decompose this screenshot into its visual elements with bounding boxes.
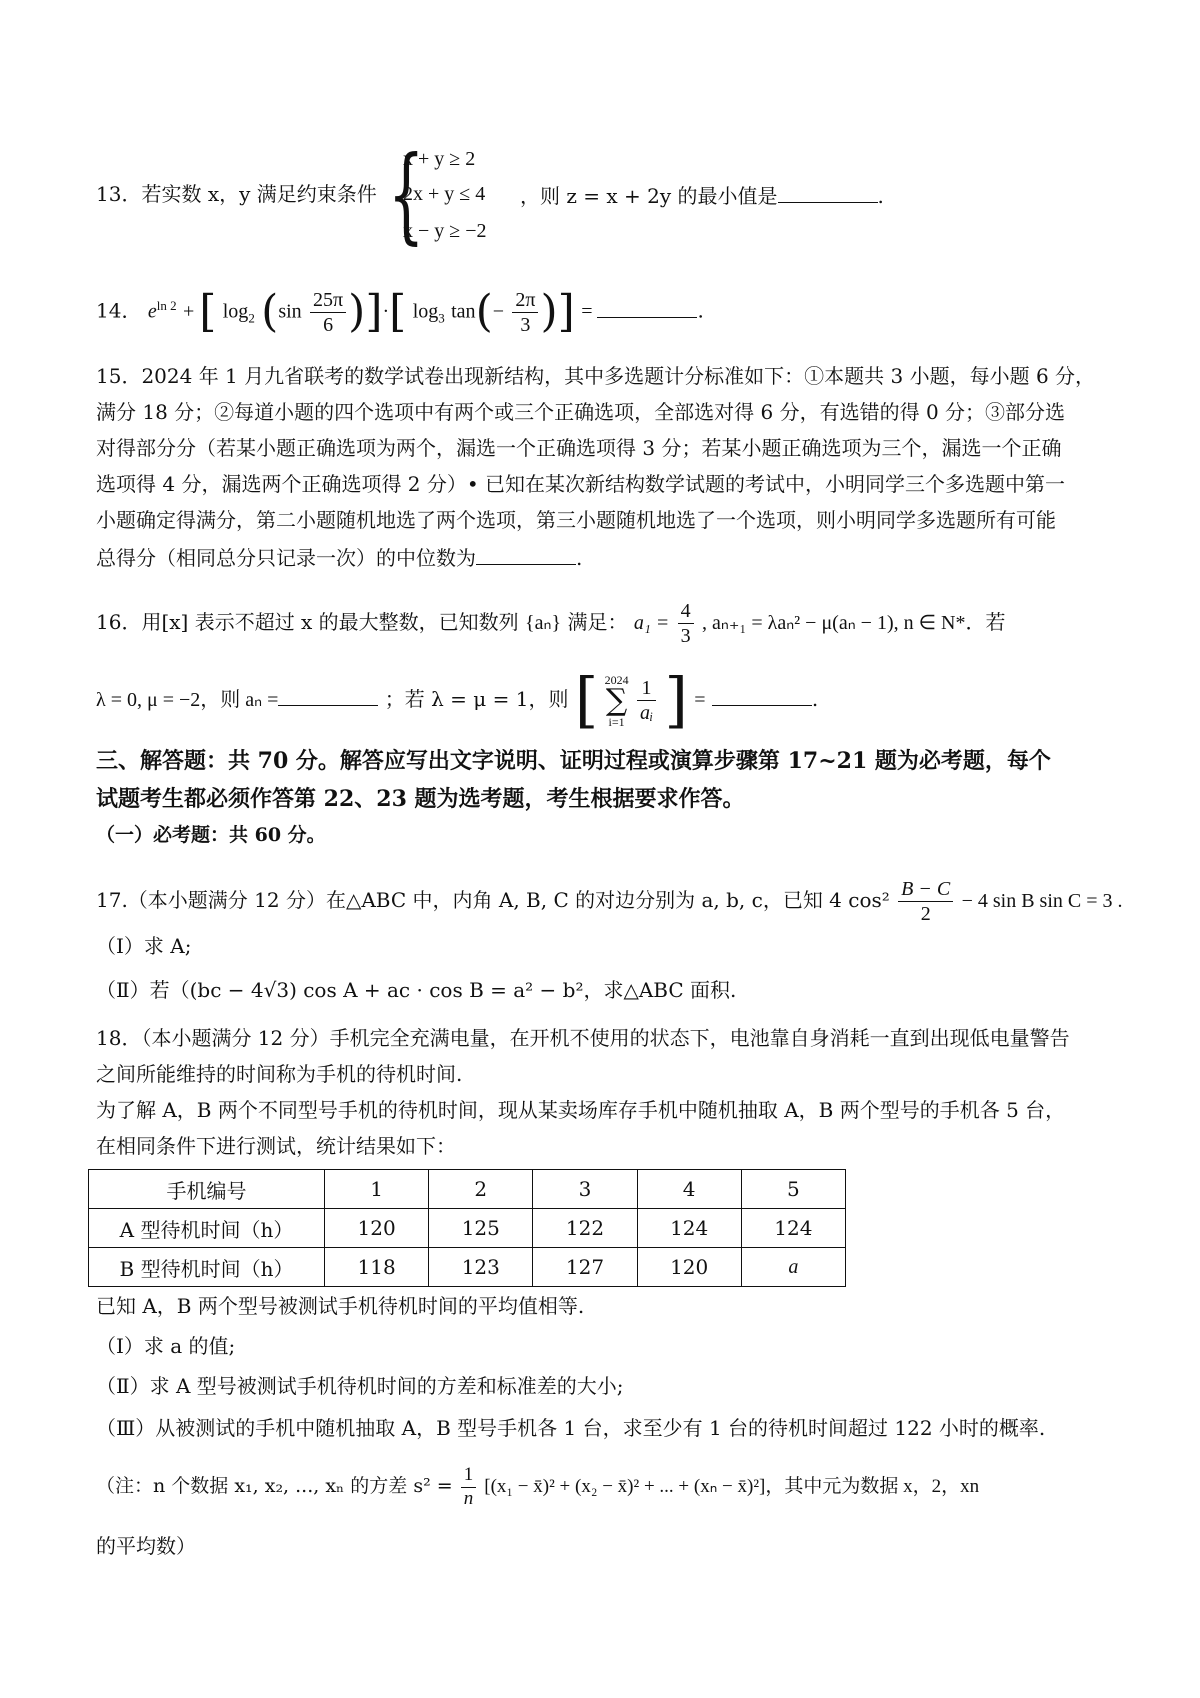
q13-answer-blank[interactable] [778, 184, 878, 203]
q16-recurrence: , aₙ₊₁ = λaₙ² − μ(aₙ − 1), n ∈ N*．若 [701, 612, 1006, 634]
q16-line-1: 16．用[x] 表示不超过 x 的最大整数，已知数列 {aₙ} 满足： a₁ = $\frac{4}{3}$ , aₙ₊₁ = λaₙ² − μ(aₙ − 1), n ∈ N*．若 [96, 600, 1006, 647]
table-cell: 120 [637, 1248, 741, 1287]
q16-answer-blank-1[interactable] [278, 687, 378, 706]
q16-sequence: {aₙ} [525, 612, 562, 634]
q16-case-1: λ = 0, μ = −2，则 aₙ = [96, 689, 279, 711]
q18-note-fraction: $\frac{1}{n}$ [461, 1464, 477, 1511]
q14-log3-base: 3 [438, 310, 445, 326]
q16-prefix: 16．用[x] 表示不超过 x 的最大整数，已知数列 [96, 610, 519, 634]
q15-line-1: 15．2024 年 1 月九省联考的数学试卷出现新结构，其中多选题计分标准如下：①本题共 3 小题，每小题 6 分， [96, 364, 1096, 388]
table-cell: B 型待机时间（h） [89, 1248, 325, 1287]
standby-time-table [88, 1169, 846, 1287]
q13-end: . [877, 184, 884, 208]
q18-note: （注：n 个数据 x₁, x₂, ..., xₙ 的方差 s² = $\frac{1}{n}$ [(x₁ − x̄)² + (x₂ − x̄)² + ... + (xₙ − x̄)²]，其中元为数据 x，2，xn [96, 1463, 980, 1509]
q18-line-4: 在相同条件下进行测试，统计结果如下： [96, 1134, 456, 1158]
q13-constraint-3: x − y ≥ −2 [403, 220, 487, 242]
table-header-cell: 4 [637, 1170, 741, 1209]
q17-line-1: 17.（本小题满分 12 分）在△ABC 中，内角 A, B, C 的对边分别为 a, b, c，已知 4 cos² $\frac{B - C}{2}$ − 4 sin B sin C = 3 . [96, 878, 1123, 925]
q13-mid: x，y 满足约束条件 [207, 182, 377, 206]
q15-line-4: 选项得 4 分，漏选两个正确选项得 2 分）• 已知在某次新结构数学试题的考试中，小明同学三个多选题中第一 [96, 472, 1066, 496]
q13-line-tail [520, 184, 884, 206]
table-header-cell: 2 [429, 1170, 533, 1209]
table-header-cell: 5 [741, 1170, 845, 1209]
q18-part-2: （Ⅱ）求 A 型号被测试手机待机时间的方差和标准差的大小; [96, 1374, 624, 1398]
q18-line-1: 18．（本小题满分 12 分）手机完全充满电量，在开机不使用的状态下，电池靠自身消耗一直到出现低电量警告 [96, 1026, 1070, 1050]
q15-line-2: 满分 18 分；②每道小题的四个选项中有两个或三个正确选项，全部选对得 6 分，有选错的得 0 分；③部分选 [96, 400, 1066, 424]
table-cell: 125 [429, 1209, 533, 1248]
table-cell: 123 [429, 1248, 533, 1287]
q14-log3: log [412, 300, 439, 323]
q18-part-1: （I）求 a 的值; [96, 1334, 236, 1358]
table-cell: 118 [325, 1248, 429, 1287]
q13-line [96, 184, 377, 204]
q15-line-6: 总得分（相同总分只记录一次）的中位数为 . [96, 546, 583, 570]
q16-a1: a₁ = [633, 612, 670, 634]
table-cell: 124 [741, 1209, 845, 1248]
q14-exponent: ln 2 [156, 298, 177, 313]
q15-line-5: 小题确定得满分，第二小题随机地选了两个选项，第三小题随机地选了一个选项，则小明同学多选题所有可能 [96, 508, 1056, 532]
q14-log2-base: 2 [248, 310, 255, 326]
q14-fraction-2: $\frac{2\pi}{3}$ [512, 288, 538, 337]
table-cell: 122 [533, 1209, 637, 1248]
table-header-cell: 手机编号 [89, 1170, 325, 1209]
table-header-row [89, 1170, 846, 1209]
q16-case-2: ；若 λ = μ = 1，则 [384, 687, 569, 711]
system-brace: { [388, 133, 425, 255]
q14-log2: log [222, 300, 249, 323]
q16-a1-fraction: $\frac{4}{3}$ [678, 599, 694, 648]
table-row [89, 1209, 846, 1248]
q13-suffix: ，则 z = x + 2y 的最小值是 [520, 184, 778, 208]
table-cell: A 型待机时间（h） [89, 1209, 325, 1248]
q17-part-1: （I）求 A; [96, 934, 192, 958]
q14-sin: sin [278, 300, 302, 323]
table-cell: a [741, 1248, 845, 1287]
q18-note-end: 的平均数） [96, 1534, 196, 1558]
table-row [89, 1248, 846, 1287]
q18-line-5: 已知 A，B 两个型号被测试手机待机时间的平均值相等. [96, 1294, 585, 1318]
table-cell: 127 [533, 1248, 637, 1287]
q18-line-3: 为了解 A，B 两个不同型号手机的待机时间，现从某卖场库存手机中随机抽取 A，B 两个型号的手机各 5 台， [96, 1098, 1066, 1122]
section-3-subheading: （一）必考题：共 60 分。 [96, 824, 326, 846]
q16-line-2: λ = 0, μ = −2，则 aₙ = ；若 λ = μ = 1，则 [ 2024 ∑ i=1 $\frac{1}{\text{aᵢ}}$ ] = . [96, 665, 819, 736]
q13-constraint-1: x + y ≥ 2 [403, 148, 476, 170]
q16-sum: 2024 ∑ i=1 [604, 672, 629, 729]
q17-fraction: $\frac{B - C}{2}$ [898, 877, 953, 926]
q14-prefix: 14． [96, 298, 142, 323]
q13-constraint-2: 2x + y ≤ 4 [403, 183, 486, 205]
q17-part-2: （Ⅱ）若（(bc − 4√3) cos A + ac · cos B = a² − b²，求△ABC 面积. [96, 978, 737, 1002]
table-cell: 120 [325, 1209, 429, 1248]
table-cell: 124 [637, 1209, 741, 1248]
q16-answer-blank-2[interactable] [712, 687, 812, 706]
q14-answer-blank[interactable] [597, 299, 697, 318]
q14-fraction-1: $\frac{25\pi}{6}$ [310, 288, 346, 337]
q18-line-2: 之间所能维持的时间称为手机的待机时间. [96, 1062, 463, 1086]
q13-prefix: 13．若实数 [96, 182, 208, 206]
q14-tan: tan [451, 300, 476, 323]
q15-line-3: 对得部分分（若某小题正确选项为两个，漏选一个正确选项得 3 分；若某小题正确选项为三个，漏选一个正确 [96, 436, 1062, 460]
q18-part-3: （Ⅲ）从被测试的手机中随机抽取 A，B 型号手机各 1 台，求至少有 1 台的待机时间超过 122 小时的概率. [96, 1416, 1046, 1440]
q15-answer-blank[interactable] [476, 546, 576, 565]
q16-sum-fraction: $\frac{1}{\text{aᵢ}}$ [637, 676, 656, 725]
table-header-cell: 3 [533, 1170, 637, 1209]
q14-line: 14． $e^{ln 2}$ + [ $\log_2 (\sin$ $\frac{25\pi}{6}$ )]·[ $\log_3 \tan(-$ $\frac{2\pi}{3}$ )] = . [96, 286, 704, 338]
table-header-cell: 1 [325, 1170, 429, 1209]
section-3-heading-2: 试题考生都必须作答第 22、23 题为选考题，考生根据要求作答。 [96, 786, 745, 812]
q14-base: e [147, 300, 157, 323]
section-3-heading-1: 三、解答题：共 70 分。解答应写出文字说明、证明过程或演算步骤第 17~21 题为必考题，每个 [96, 748, 1051, 774]
q14-end: . [697, 298, 704, 323]
